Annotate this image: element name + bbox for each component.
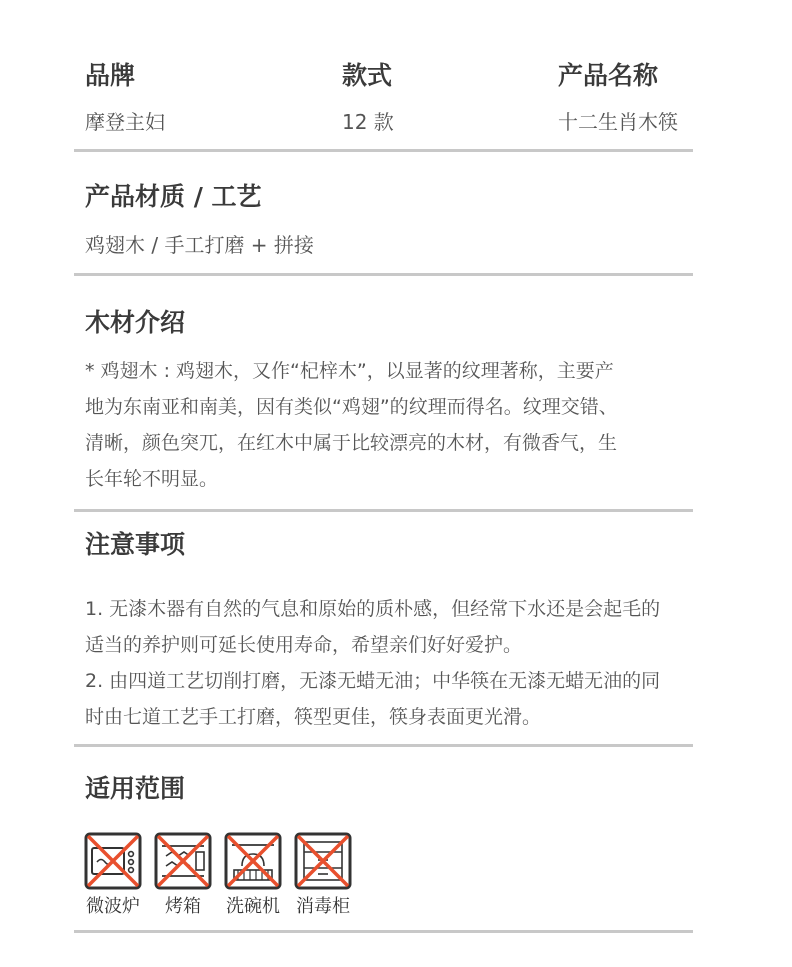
- material-section: [85, 184, 700, 255]
- sterilizer-cabinet-icon: [294, 832, 352, 890]
- spec-style-value: 12 款: [342, 110, 394, 134]
- divider: [74, 509, 693, 512]
- notes-section: [85, 532, 700, 735]
- notes-text: [85, 591, 700, 735]
- wood-intro-heading: 木材介绍: [85, 308, 186, 337]
- divider: [74, 273, 693, 276]
- notes-line: 时由七道工艺手工打磨，筷型更佳，筷身表面更光滑。: [85, 706, 542, 728]
- spec-product-name-heading: 产品名称: [558, 61, 659, 90]
- notes-line: 适当的养护则可延长使用寿命，希望亲们好好爱护。: [85, 634, 523, 656]
- spec-brand: [85, 63, 165, 132]
- notes-line: 2. 由四道工艺切削打磨，无漆无蜡无油；中华筷在无漆无蜡无油的同: [85, 670, 661, 692]
- divider: [74, 744, 693, 747]
- oven-icon: [154, 832, 212, 890]
- appliance-label: 消毒柜: [296, 896, 350, 917]
- appliance-list: [84, 832, 364, 916]
- appliance-label: 洗碗机: [226, 896, 280, 917]
- appliance-oven: [154, 832, 212, 916]
- spec-brand-value: 摩登主妇: [85, 110, 165, 134]
- wood-intro-line: 长年轮不明显。: [85, 468, 219, 490]
- appliance-microwave: [84, 832, 142, 916]
- material-heading: 产品材质 / 工艺: [85, 182, 262, 211]
- spec-product-name-value: 十二生肖木筷: [558, 110, 678, 134]
- wood-intro-line: 清晰，颜色突兀，在红木中属于比较漂亮的木材，有微香气，生: [85, 432, 618, 454]
- spec-style: [342, 63, 394, 132]
- spec-brand-heading: 品牌: [85, 61, 136, 90]
- appliance-label: 微波炉: [86, 896, 140, 917]
- wood-intro-line: 地为东南亚和南美，因有类似“鸡翅”的纹理而得名。纹理交错、: [85, 396, 618, 418]
- wood-intro-text: [85, 353, 700, 497]
- usage-heading: 适用范围: [85, 774, 186, 803]
- divider: [74, 149, 693, 152]
- microwave-icon: [84, 832, 142, 890]
- appliance-dishwasher: [224, 832, 282, 916]
- notes-line: 1. 无漆木器有自然的气息和原始的质朴感，但经常下水还是会起毛的: [85, 598, 661, 620]
- appliance-sterilizer: [294, 832, 352, 916]
- dishwasher-icon: [224, 832, 282, 890]
- notes-heading: 注意事项: [85, 530, 186, 559]
- appliance-label: 烤箱: [165, 896, 201, 917]
- material-value: 鸡翅木 / 手工打磨 + 拼接: [85, 233, 314, 257]
- spec-product-name: [558, 63, 678, 132]
- usage-section: [85, 776, 700, 801]
- wood-intro-line: * 鸡翅木 : 鸡翅木，又作“杞梓木”，以显著的纹理著称，主要产: [85, 360, 614, 382]
- spec-style-heading: 款式: [342, 61, 393, 90]
- divider: [74, 930, 693, 933]
- wood-intro-section: [85, 310, 700, 497]
